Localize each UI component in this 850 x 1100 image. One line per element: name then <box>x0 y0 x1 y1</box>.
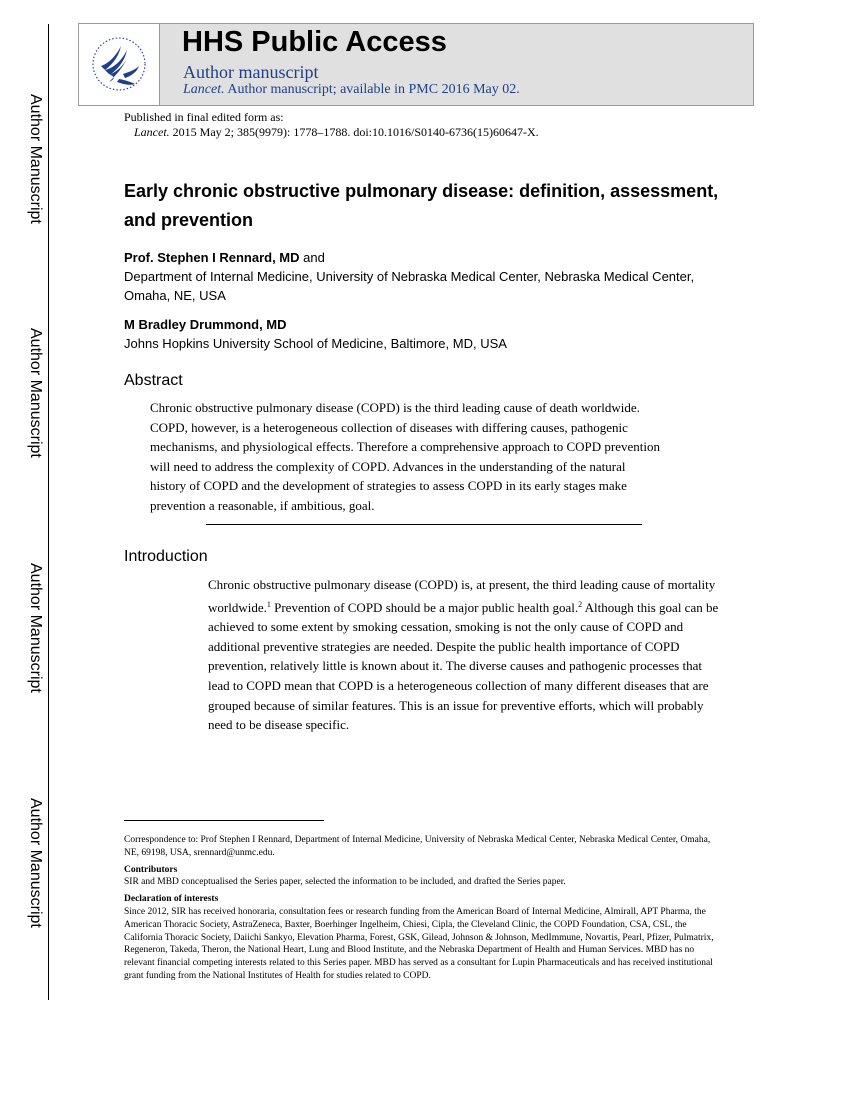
reference-2[interactable]: 2 <box>578 599 583 609</box>
interests-text: Since 2012, SIR has received honoraria, consultation fees or research funding from the American Board of Internal Medicine, Almirall, APT Pharma, the American Thoracic Society, AstraZeneca, Baxter, Boerhinger Ingelheim, Chiesi, Cipla, the Cleveland Clinic, the COPD Foundation, CSA, CSL, the California Thoracic Society, Daiichi Sankyo, Elevation Pharma, Forest, GSK, Gilead, Johnson & Johnson, MedImmune, Novartis, Pearl, Pfizer, Pulmatrix, Regeneron, Takeda, Theron, the National Heart, Lung and Blood Institute, and the Nebraska Department of Health and Human Services. MBD has no relevant financial competing interests related to this Series paper. MBD has served as a consultant for Lupin Pharmaceuticals and has received institutional grant funding from the National Institutes of Health for studies related to COPD. <box>124 906 714 981</box>
correspondence: Correspondence to: Prof Stephen I Rennard, Department of Internal Medicine, University of Nebraska Medical Center, Nebraska Medical Center, Omaha, NE, 69198, USA, srennard@unmc.edu. <box>124 835 711 858</box>
author-affiliation: Department of Internal Medicine, University of Nebraska Medical Center, Nebraska Medical Center, Omaha, NE, USA <box>124 269 695 303</box>
author-name: M Bradley Drummond, MD <box>124 317 287 332</box>
author-block-1: Prof. Stephen I Rennard, MD and Department of Internal Medicine, University of Nebraska Medical Center, Nebraska Medical Center, Omaha, NE, USA <box>124 250 695 303</box>
published-in: Published in final edited form as: Lancet. 2015 May 2; 385(9979): 1778–1788. doi:10.1016/S0140-6736(15)60647-X. <box>124 110 539 139</box>
abstract-text: Chronic obstructive pulmonary disease (COPD) is the third leading cause of death worldwide. COPD, however, is a heterogeneous collection of diseases with differing causes, pathogenic mechanisms, and physiological effects. Therefore a comprehensive approach to COPD prevention will need to address the complexity of COPD. Advances in the understanding of the natural history of COPD and the development of strategies to assess COPD in its early stages make prevention a reasonable, if ambitious, goal. <box>150 400 660 513</box>
introduction-heading: Introduction <box>124 548 208 565</box>
availability-line: Lancet. Author manuscript; available in PMC 2016 May 02. <box>183 82 520 97</box>
author-block-2 <box>124 315 724 353</box>
introduction-text: Chronic obstructive pulmonary disease (COPD) is, at present, the third leading cause of mortality worldwide.$^1$ Prevention of COPD should be a major public health goal.$^2$ Although this goal can be achieved to some extent by smoking cessation, smoking is not the only cause of COPD and additional preventive strategies are needed. Despite the public health importance of COPD prevention, relatively little is known about it. The diverse causes and pathogenic processes that lead to COPD mean that COPD is a heterogeneous collection of many different diseases that are grouped because of similar features. This is an issue for preventive efforts, which will probably need to be disease specific. <box>208 577 719 733</box>
side-rule <box>48 24 49 1000</box>
reference-1[interactable]: 1 <box>266 599 271 609</box>
article-title: Early chronic obstructive pulmonary disease: definition, assessment, and prevention <box>124 181 719 230</box>
interests-heading: Declaration of interests <box>124 894 219 905</box>
contributors-text: SIR and MBD conceptualised the Series paper, selected the information to be included, and drafted the Series paper. <box>124 877 566 888</box>
author-affiliation: Johns Hopkins University School of Medicine, Baltimore, MD, USA <box>124 336 507 351</box>
author-name: Prof. Stephen I Rennard, MD <box>124 250 300 265</box>
abstract-heading: Abstract <box>124 372 183 389</box>
footnotes <box>124 834 724 983</box>
hhs-title: HHS Public Access <box>182 26 447 58</box>
hhs-eagle-logo-icon <box>79 24 160 105</box>
contributors-heading: Contributors <box>124 864 178 875</box>
abstract-divider <box>206 524 642 525</box>
hhs-header <box>78 23 754 106</box>
footnote-rule <box>124 820 324 821</box>
author-manuscript-label: Author manuscript <box>183 62 319 82</box>
